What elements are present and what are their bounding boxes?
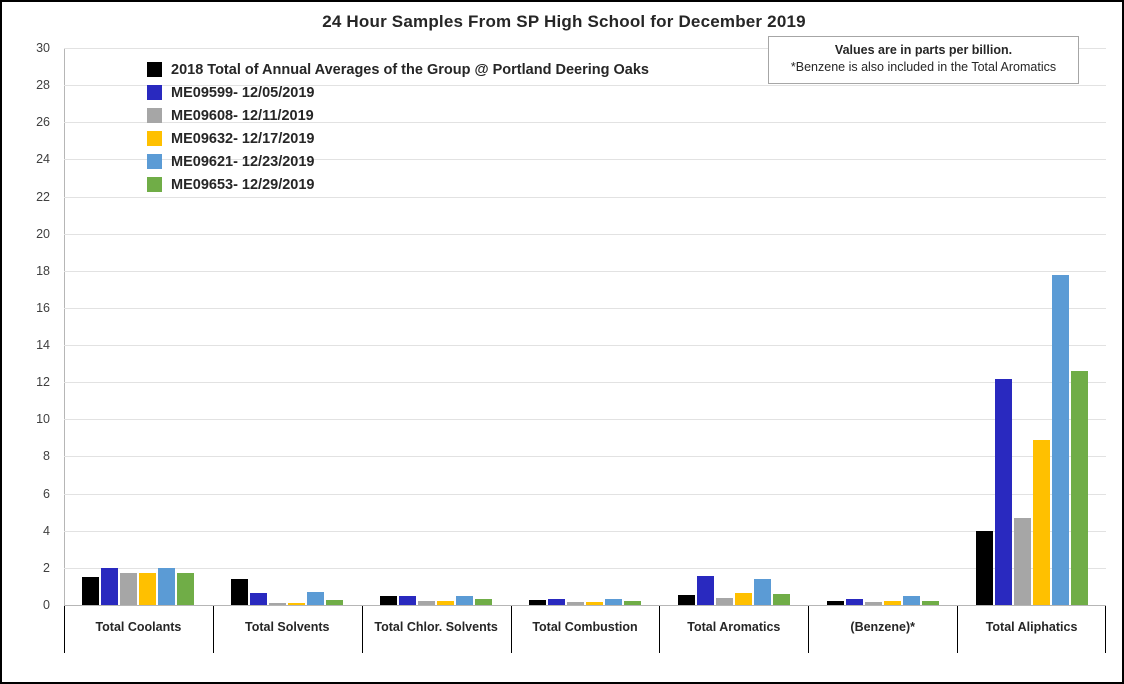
note-line-1: Values are in parts per billion.	[834, 43, 1013, 57]
bar[interactable]	[418, 601, 435, 605]
bar[interactable]	[158, 568, 175, 605]
bar[interactable]	[307, 592, 324, 605]
bar[interactable]	[922, 601, 939, 605]
y-axis-tick-label: 22	[36, 189, 50, 204]
note-box	[768, 36, 1079, 84]
category-separator	[511, 606, 512, 653]
bar[interactable]	[567, 602, 584, 605]
bar[interactable]	[995, 379, 1012, 606]
legend-swatch-icon	[147, 177, 162, 192]
bar[interactable]	[624, 601, 641, 605]
bar[interactable]	[903, 596, 920, 605]
bar-group	[957, 48, 1106, 605]
bar[interactable]	[678, 595, 695, 605]
legend-swatch-icon	[147, 131, 162, 146]
legend-item[interactable]	[147, 60, 649, 79]
y-axis-tick-label: 24	[36, 152, 50, 167]
category-label: Total Coolants	[95, 620, 182, 634]
bar[interactable]	[884, 601, 901, 605]
legend-item-label: ME09599- 12/05/2019	[171, 84, 315, 101]
bar[interactable]	[456, 596, 473, 605]
y-axis-tick-label: 12	[36, 375, 50, 390]
bar[interactable]	[754, 579, 771, 605]
bar[interactable]	[82, 577, 99, 605]
bar[interactable]	[120, 573, 137, 605]
bar[interactable]	[101, 568, 118, 605]
category-separator	[808, 606, 809, 653]
bar[interactable]	[326, 600, 343, 605]
bar[interactable]	[846, 599, 863, 605]
bar[interactable]	[827, 601, 844, 605]
bar[interactable]	[605, 599, 622, 605]
legend-item[interactable]	[147, 106, 649, 125]
bar[interactable]	[773, 594, 790, 605]
legend-item-label: ME09621- 12/23/2019	[171, 153, 315, 170]
bar[interactable]	[697, 576, 714, 605]
note-line-2: *Benzene is also included in the Total Aromatics	[790, 60, 1057, 74]
legend-item-label: 2018 Total of Annual Averages of the Group @ Portland Deering Oaks	[171, 61, 649, 78]
legend-swatch-icon	[147, 154, 162, 169]
legend-item[interactable]	[147, 175, 649, 194]
bar[interactable]	[380, 596, 397, 605]
legend-swatch-icon	[147, 108, 162, 123]
y-axis-tick-label: 28	[36, 78, 50, 93]
bar[interactable]	[177, 573, 194, 605]
y-axis-tick-label: 0	[43, 598, 50, 612]
bar-group	[659, 48, 808, 605]
bar[interactable]	[250, 593, 267, 605]
y-axis-tick-label: 18	[36, 263, 50, 278]
legend-item-label: ME09608- 12/11/2019	[171, 107, 314, 124]
category-axis	[64, 606, 1106, 666]
y-axis-tick-label: 26	[36, 115, 50, 130]
bar[interactable]	[865, 602, 882, 605]
y-axis-tick-label: 10	[36, 412, 50, 427]
bar[interactable]	[716, 598, 733, 605]
legend-item-label: ME09632- 12/17/2019	[171, 130, 315, 147]
legend-item[interactable]	[147, 83, 649, 102]
bar[interactable]	[231, 579, 248, 605]
y-axis-tick-label: 4	[43, 523, 50, 538]
category-label: Total Solvents	[245, 620, 330, 634]
category-separator	[957, 606, 958, 653]
y-axis-tick-label: 30	[36, 41, 50, 55]
y-axis-tick-label: 6	[43, 486, 50, 501]
category-separator	[659, 606, 660, 653]
y-axis-tick-label: 14	[36, 338, 50, 353]
category-separator	[362, 606, 363, 653]
y-axis-tick-label: 2	[43, 560, 50, 575]
category-separator	[213, 606, 214, 653]
bar-group	[808, 48, 957, 605]
y-axis-tick-label: 8	[43, 449, 50, 464]
legend-swatch-icon	[147, 62, 162, 77]
bar[interactable]	[586, 602, 603, 605]
bar[interactable]	[1052, 275, 1069, 605]
bar[interactable]	[288, 603, 305, 605]
bar[interactable]	[269, 603, 286, 605]
bar[interactable]	[399, 596, 416, 605]
bar[interactable]	[976, 531, 993, 605]
y-axis-tick-label: 16	[36, 300, 50, 315]
page-title: 24 Hour Samples From SP High School for December 2019	[322, 12, 806, 31]
bar[interactable]	[1033, 440, 1050, 605]
category-label: Total Aromatics	[687, 620, 781, 634]
category-separator	[64, 606, 65, 653]
bar[interactable]	[735, 593, 752, 605]
legend-item-label: ME09653- 12/29/2019	[171, 176, 315, 193]
category-label: Total Chlor. Solvents	[374, 620, 498, 634]
bar[interactable]	[1071, 371, 1088, 605]
legend-swatch-icon	[147, 85, 162, 100]
chart-legend	[147, 60, 649, 194]
bar[interactable]	[1014, 518, 1031, 605]
bar[interactable]	[529, 600, 546, 605]
category-separator	[1105, 606, 1106, 653]
category-label: Total Combustion	[532, 620, 638, 634]
bar[interactable]	[548, 599, 565, 605]
bar[interactable]	[139, 573, 156, 605]
legend-item[interactable]	[147, 152, 649, 171]
y-axis-tick-label: 20	[36, 226, 50, 241]
category-label: (Benzene)*	[850, 620, 915, 634]
category-label: Total Aliphatics	[985, 620, 1078, 634]
legend-item[interactable]	[147, 129, 649, 148]
bar[interactable]	[437, 601, 454, 605]
bar[interactable]	[475, 599, 492, 605]
